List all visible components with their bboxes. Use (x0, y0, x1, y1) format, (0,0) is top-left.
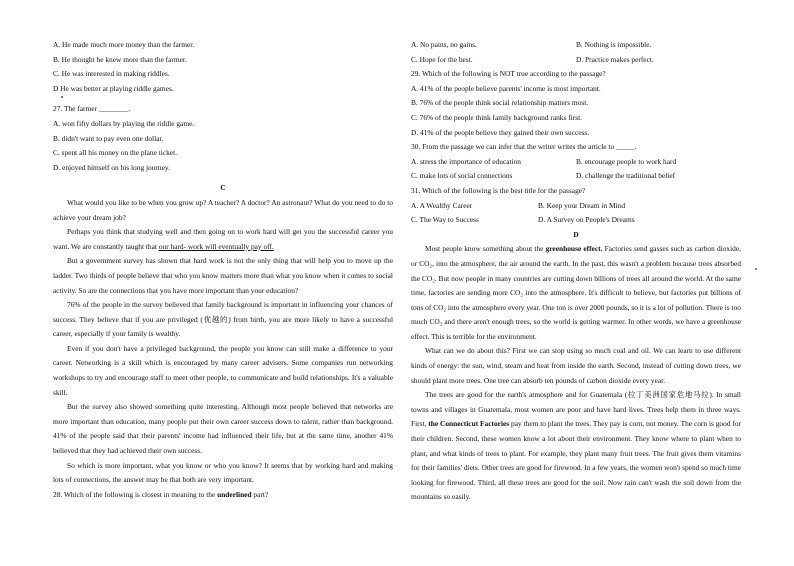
q31-option-c: C. The Way to Success (411, 215, 479, 225)
q31-option-d: D. A Survey on People's Dreams (538, 215, 635, 225)
passage-c-paragraph-7: So which is more important, what you know or who you know? It seems that by working hard and making lots of connections, the answer may be that both are very important. (53, 460, 393, 485)
q30-option-c: C. make lots of social connections (411, 171, 513, 181)
q26-option-d: D He was better at playing riddle games. (53, 83, 174, 93)
q28-stem: 28. Which of the following is closest in meaning to the underlined part? (53, 489, 269, 499)
q29-option-c: C. 76% of the people think family background ranks first. (411, 112, 582, 122)
q30-options-row-2 (411, 169, 741, 184)
scan-speck (755, 268, 757, 270)
q30-option-b: B. encourage people to work hard (576, 156, 677, 166)
q30-option-d: D. challenge the traditional belief (576, 171, 676, 181)
q27-option-a: A. won fifty dollars by playing the riddle game. (53, 118, 195, 128)
q27-option-c: C. spent all his money on the plane ticket. (53, 148, 177, 158)
q26-option-a: A. He made much more money than the farmer. (53, 40, 195, 49)
passage-c-paragraph-5: Even if you don't have a privileged background, the people you know can still make a difference to your career. Networking is a skill which is encouraged by many career advisers. Some companies run networking workshops to try and encourage staff to meet other people, to communicate and build relationships. It's a valuable skill. (53, 343, 393, 397)
q31-stem: 31. Which of the following is the best title for the passage? (411, 185, 586, 195)
q28-option-a: A. No pains, no gains. (411, 40, 477, 49)
q29-stem: 29. Which of the following is NOT true according to the passage? (411, 69, 606, 79)
q30-option-a: A. stress the importance of education (411, 156, 522, 166)
passage-c-paragraph-1: What would you like to be when you grow up? A teacher? A doctor? An astronaut? What do you need to do to achieve your dream job? (53, 197, 393, 222)
q27-option-b: B. didn't want to pay even one dollar. (53, 133, 164, 143)
passage-c (53, 196, 393, 488)
left-column (53, 38, 393, 502)
q26-option-b: B. He thought he knew more than the farmer. (53, 54, 187, 64)
q28-option-b: B. Nothing is impossible. (576, 40, 652, 49)
passage-d-paragraph-1: Most people know something about the greenhouse effect. Factories send gasses such as carbon dioxide, or CO₂, into the atmosphere, the air around the earth. In the past, this wasn't a problem because trees absorbed the CO₂. But now people in many countries are cutting down billions of trees all around the world. At the same time, factories are sending more CO₂ into the atmosphere. It's difficult to believe, but factories put billions of tons of CO₂ into the atmosphere every year. One ton is over 2000 pounds, so it is a lot of pollution. There is too much CO₂ and there aren't enough trees, so the world is getting warmer. In other words, we have a greenhouse effect. This is terrible for the environment. (411, 244, 741, 341)
passage-d (411, 242, 741, 505)
passage-d-heading: D (573, 229, 579, 239)
q28-option-d: D. Practice makes perfect. (576, 54, 654, 64)
passage-c-paragraph-4: 76% of the people in the survey believed that family background is important in influencing your chances of success. They believe that if you are privileged (优越的) from birth, you are more likely to have a successful career, especially if your family is wealthy. (53, 300, 393, 339)
passage-c-paragraph-6: But the survey also showed something quite interesting. Although most people believed that networks are more important than education, many people put their own career success down to talent, rather than background. 41% of the people said that their parents' income had influenced their life, but at the same time, another 41% believed that they had achieved their own success. (53, 402, 393, 456)
q28-option-c: C. Hope for the best. (411, 54, 473, 64)
q31-option-b: B. Keep your Dream in Mind (538, 200, 626, 210)
q27-stem: 27. The farmer ________. (53, 104, 131, 114)
passage-d-paragraph-3: The trees are good for the earth's atmosphere and for Guatemala (拉丁美洲国家危地马拉). In small towns and villages in Guatemala, most women are poor and have hard lives. Trees help them in three ways. First, the Connecticut Factories pay them to plant the trees. They pay is corn, not money. The corn is good for their children. Second, these women know a lot about their environment. They know where to plant when to plant, and what kinds of trees to plant. For example, they plant many fruit trees. The fruit gives them vitamins for their families' diets. Other trees are good for firewood. In a few years, the women won't spend so much time looking for firewood. Third, all these trees are good for the soil. Now rain can't wash the soil down from the mountains so easily. (411, 390, 742, 502)
underlined-phrase: our hard- work will eventually pay off. (158, 241, 274, 251)
passage-d-paragraph-2: What can we do about this? First we can stop using so much coal and oil. We can learn to use different kinds of energy: the sun, wind, steam and heat from inside the earth. Second, instead of cutting down trees, we should plant more trees. One tree can absorb ten pounds of carbon dioxide every year. (411, 346, 741, 385)
q31-options-row-2 (411, 213, 741, 228)
q30-stem: 30. From the passage we can infer that the writer writes the article to _____. (411, 142, 637, 152)
q30-options-row-1 (411, 155, 741, 170)
q28-options-row-2 (411, 53, 741, 68)
passage-c-paragraph-3: But a government survey has shown that hard work is not the only thing that will help you to move up the ladder. Two thirds of people believe that who you know matters more than what you know when it comes to social activity. So are the connections that you have more important than your education? (53, 256, 393, 295)
q27-option-d: D. enjoyed himself on his long journey. (53, 162, 170, 172)
q29-option-d: D. 41% of the people believe they gained their own success. (411, 127, 590, 137)
passage-c-paragraph-2: Perhaps you think that studying well and then going on to work hard will get you the successful career you want. We are constantly taught that our hard- work will eventually pay off. (53, 227, 393, 251)
q28-options-row-1 (411, 38, 741, 53)
q29-option-b: B. 76% of the people think social relationship matters most. (411, 98, 589, 108)
scan-speck (61, 96, 63, 98)
passage-c-heading: C (220, 183, 226, 193)
q29-option-a: A. 41% of the people believe parents' income is most important. (411, 83, 601, 93)
q31-options-row-1 (411, 199, 741, 214)
q31-option-a: A. A Wealthy Career (411, 200, 473, 210)
q26-option-c: C. He was interested in making riddles. (53, 69, 170, 79)
right-column (411, 38, 741, 505)
